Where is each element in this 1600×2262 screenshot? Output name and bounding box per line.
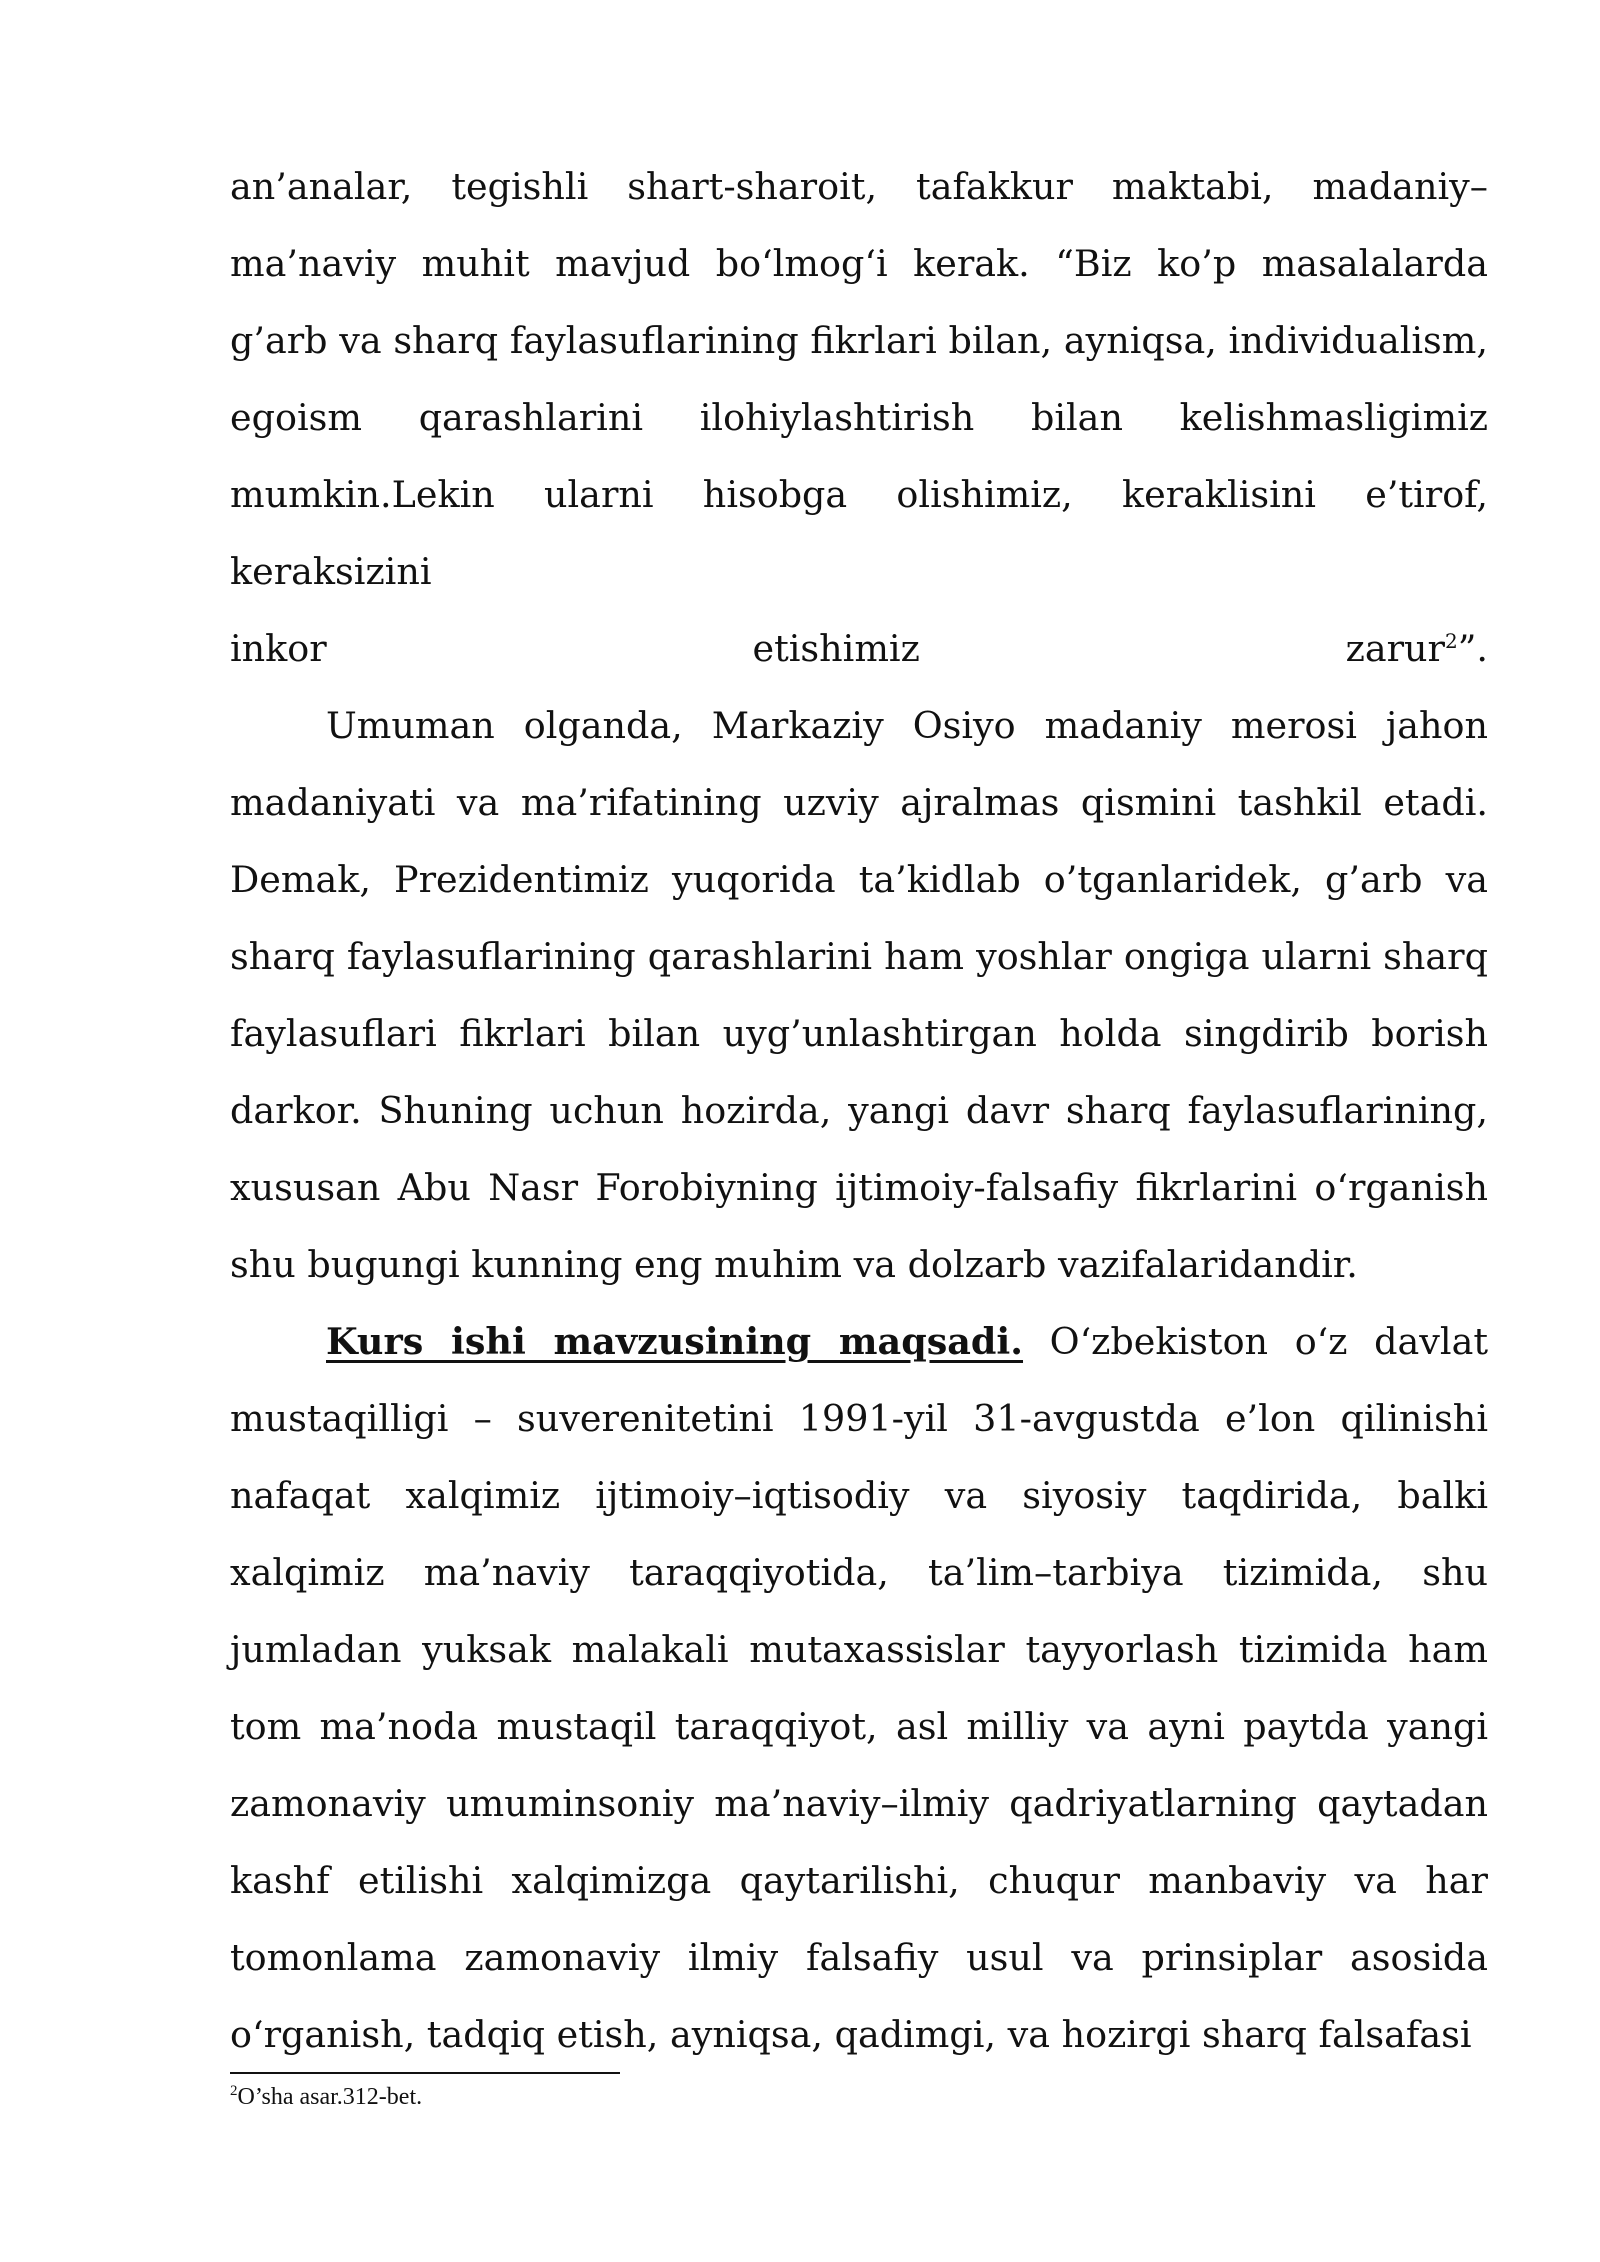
- document-page: [230, 148, 1488, 2073]
- paragraph-3-text: O‘zbekiston o‘z davlat mustaqilligi – suverenitetini 1991-yil 31-avgustda e’lon qilinishi nafaqat xalqimiz ijtimoiy–iqtisodiy va siyosiy taqdirida, balki xalqimiz ma’naviy taraqqiyotida, ta’lim–tarbiya tizimida, shu jumladan yuksak malakali mutaxassislar tayyorlash tizimida ham tom ma’noda mustaqil taraqqiyot, asl milliy va ayni paytda yangi zamonaviy umuminsoniy ma’naviy–ilmiy qadriyatlarning qaytadan kashf etilishi xalqimizga qaytarilishi, chuqur manbaviy va har tomonlama zamonaviy ilmiy falsafiy usul va prinsiplar asosida o‘rganish, tadqiq etish, ayniqsa, qadimgi, va hozirgi sharq falsafasi: [230, 1320, 1488, 2056]
- section-heading: Kurs ishi mavzusining maqsadi.: [326, 1320, 1024, 1363]
- paragraph-3: [230, 1303, 1488, 2073]
- paragraph-1-text: an’analar, tegishli shart-sharoit, tafakkur maktabi, madaniy–ma’naviy muhit mavjud bo‘lmog‘i kerak. “Biz ko’p masalalarda g’arb va sharq faylasuflarining fikrlari bilan, ayniqsa, individualism, egoism qarashlarini ilohiylashtirish bilan kelishmasligimiz mumkin.Lekin ularni hisobga olishimiz, keraklisini e’tirof, keraksizini: [230, 165, 1488, 593]
- paragraph-1-last-text: inkor etishimiz zarur: [230, 627, 1445, 670]
- footnote-reference[interactable]: 2: [1445, 628, 1458, 653]
- footnote: [230, 2082, 422, 2112]
- paragraph-1-end-quote: ”.: [1457, 627, 1488, 670]
- paragraph-2: Umuman olganda, Markaziy Osiyo madaniy merosi jahon madaniyati va ma’rifatining uzviy ajralmas qismini tashkil etadi. Demak, Prezidentimiz yuqorida ta’kidlab o’tganlaridek, g’arb va sharq faylasuflarining qarashlarini ham yoshlar ongiga ularni sharq faylasuflari fikrlari bilan uyg’unlashtirgan holda singdirib borish darkor. Shuning uchun hozirda, yangi davr sharq faylasuflarining, xususan Abu Nasr Forobiyning ijtimoiy-falsafiy fikrlarini o‘rganish shu bugungi kunning eng muhim va dolzarb vazifalaridandir.: [230, 704, 1488, 1286]
- footnote-number: 2: [230, 2083, 238, 2099]
- paragraph-1-last-line: [230, 610, 1488, 687]
- footnote-text: O’sha asar.312-bet.: [237, 2084, 423, 2110]
- footnote-separator: [230, 2072, 620, 2074]
- paragraph-1: [230, 148, 1488, 610]
